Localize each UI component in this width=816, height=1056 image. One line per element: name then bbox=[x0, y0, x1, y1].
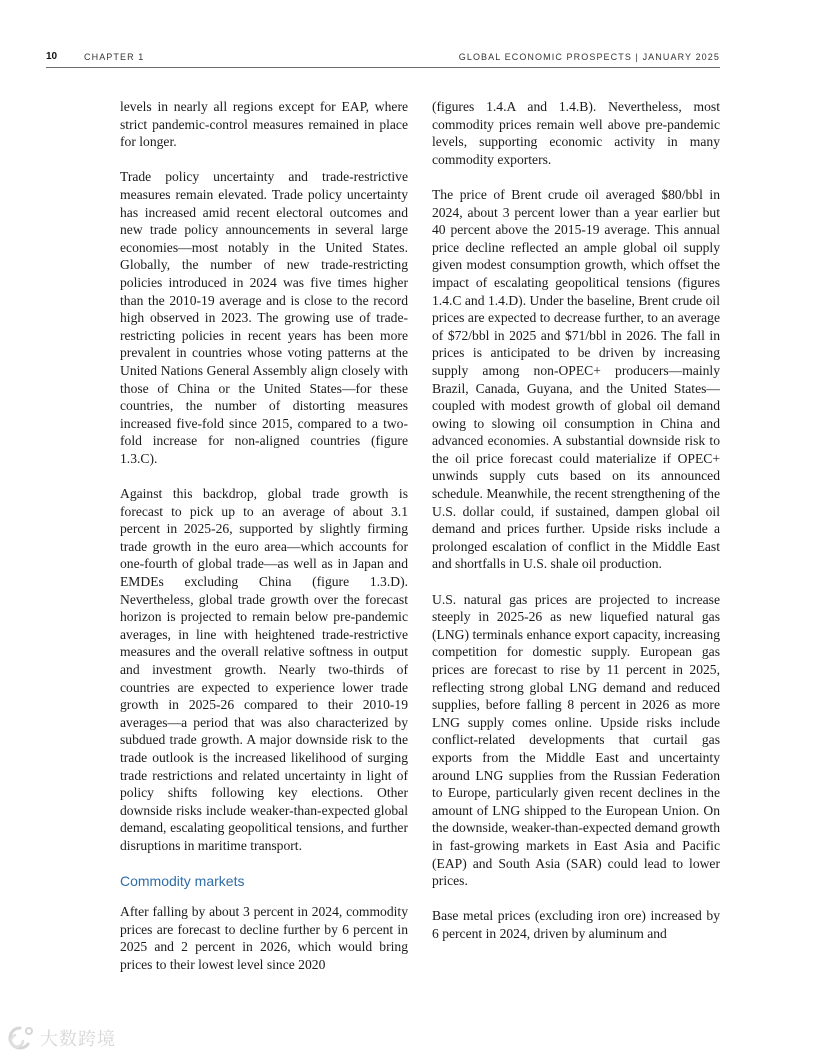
body-paragraph: After falling by about 3 percent in 2024, commodity prices are forecast to decline further by 6 percent in 2025 and 2 percent in 2026, which would bring prices to their lowest level since 2020 bbox=[120, 904, 408, 972]
body-paragraph: U.S. natural gas prices are projected to increase steeply in 2025-26 as new liquefied natural gas (LNG) terminals enhance export capacity, increasing competition for domestic supply. European gas prices are forecast to rise by 11 percent in 2025, reflecting strong global LNG demand and reduced supplies, before falling 8 percent in 2026 as more LNG supply comes online. Upside risks include conflict-related developments that curtail gas exports from the Middle East and uncertainty around LNG supplies from the Russian Federation to Europe, particularly given recent declines in the amount of LNG shipped to the European Union. On the downside, weaker-than-expected demand growth in fast-growing markets in East Asia and Pacific (EAP) and South Asia (SAR) could lead to lower prices. bbox=[432, 591, 720, 889]
header-divider bbox=[46, 67, 720, 68]
chapter-label: CHAPTER 1 bbox=[84, 52, 145, 62]
watermark bbox=[6, 1022, 116, 1054]
body-paragraph: The price of Brent crude oil averaged $80/bbl in 2024, about 3 percent lower than a year earlier but 40 percent above the 2015-19 average. This annual price decline reflected an ample global oil supply given modest consumption growth, which offset the impact of escalating geopolitical tensions (figures 1.4.C and 1.4.D). Under the baseline, Brent crude oil prices are expected to decrease further, to an average of $72/bbl in 2025 and $71/bbl in 2026. The fall in prices is anticipated to be driven by increasing supply among non-OPEC+ producers—mainly Brazil, Canada, Guyana, and the United States—coupled with modest growth of global oil demand owing to slowing oil consumption in China and advanced economies. A substantial downside risk to the oil price forecast could materialize if OPEC+ unwinds supply cuts based on its announced schedule. Meanwhile, the recent strengthening of the U.S. dollar could, if sustained, dampen global oil demand and prices further. Upside risks include a prolonged escalation of conflict in the Middle East and shortfalls in U.S. shale oil production. bbox=[432, 186, 720, 572]
watermark-text: 大数跨境 bbox=[40, 1029, 116, 1050]
left-column bbox=[120, 98, 408, 991]
body-paragraph: Base metal prices (excluding iron ore) increased by 6 percent in 2024, driven by aluminum and bbox=[432, 908, 720, 941]
body-paragraph: (figures 1.4.A and 1.4.B). Nevertheless, most commodity prices remain well above pre-pandemic levels, supporting economic activity in many commodity exporters. bbox=[432, 99, 720, 167]
brand-logo-icon bbox=[6, 1025, 36, 1051]
body-paragraph: Trade policy uncertainty and trade-restrictive measures remain elevated. Trade policy uncertainty has increased amid recent electoral outcomes and new trade policy announcements in several large economies—most notably in the United States. Globally, the number of new trade-restricting policies introduced in 2024 was five times higher than the 2010-19 average and is close to the record high observed in 2023. The growing use of trade-restricting policies in recent years has been more prevalent in countries whose voting patterns at the United Nations General Assembly align closely with those of China or the United States—for these countries, the number of distorting measures increased five-fold since 2015, compared to a two-fold increase for non-aligned countries (figure 1.3.C). bbox=[120, 169, 408, 466]
body-paragraph: Against this backdrop, global trade growth is forecast to pick up to an average of about 3.1 percent in 2025-26, supported by slightly firming trade growth in the euro area—which accounts for one-fourth of global trade—as well as in Japan and EMDEs excluding China (figure 1.3.D). Nevertheless, global trade growth over the forecast horizon is projected to remain below pre-pandemic averages, in line with heightened trade-restrictive measures and the overall relative softness in output and investment growth. Nearly two-thirds of countries are expected to experience lower trade growth in 2025-26 compared to their 2010-19 averages—a period that was also characterized by subdued trade growth. A major downside risk to the trade outlook is the increased likelihood of surging trade restrictions and related uncertainty in light of policy shifts following key elections. Other downside risks include weaker-than-expected global demand, escalating geopolitical tensions, and further disruptions in maritime transport. bbox=[120, 486, 408, 853]
section-heading: Commodity markets bbox=[120, 873, 245, 890]
page-number: 10 bbox=[46, 51, 58, 62]
body-paragraph: levels in nearly all regions except for EAP, where strict pandemic-control measures remained in place for longer. bbox=[120, 99, 408, 150]
running-title: GLOBAL ECONOMIC PROSPECTS | JANUARY 2025 bbox=[458, 52, 720, 62]
page-header bbox=[46, 50, 720, 64]
right-column bbox=[432, 98, 720, 960]
